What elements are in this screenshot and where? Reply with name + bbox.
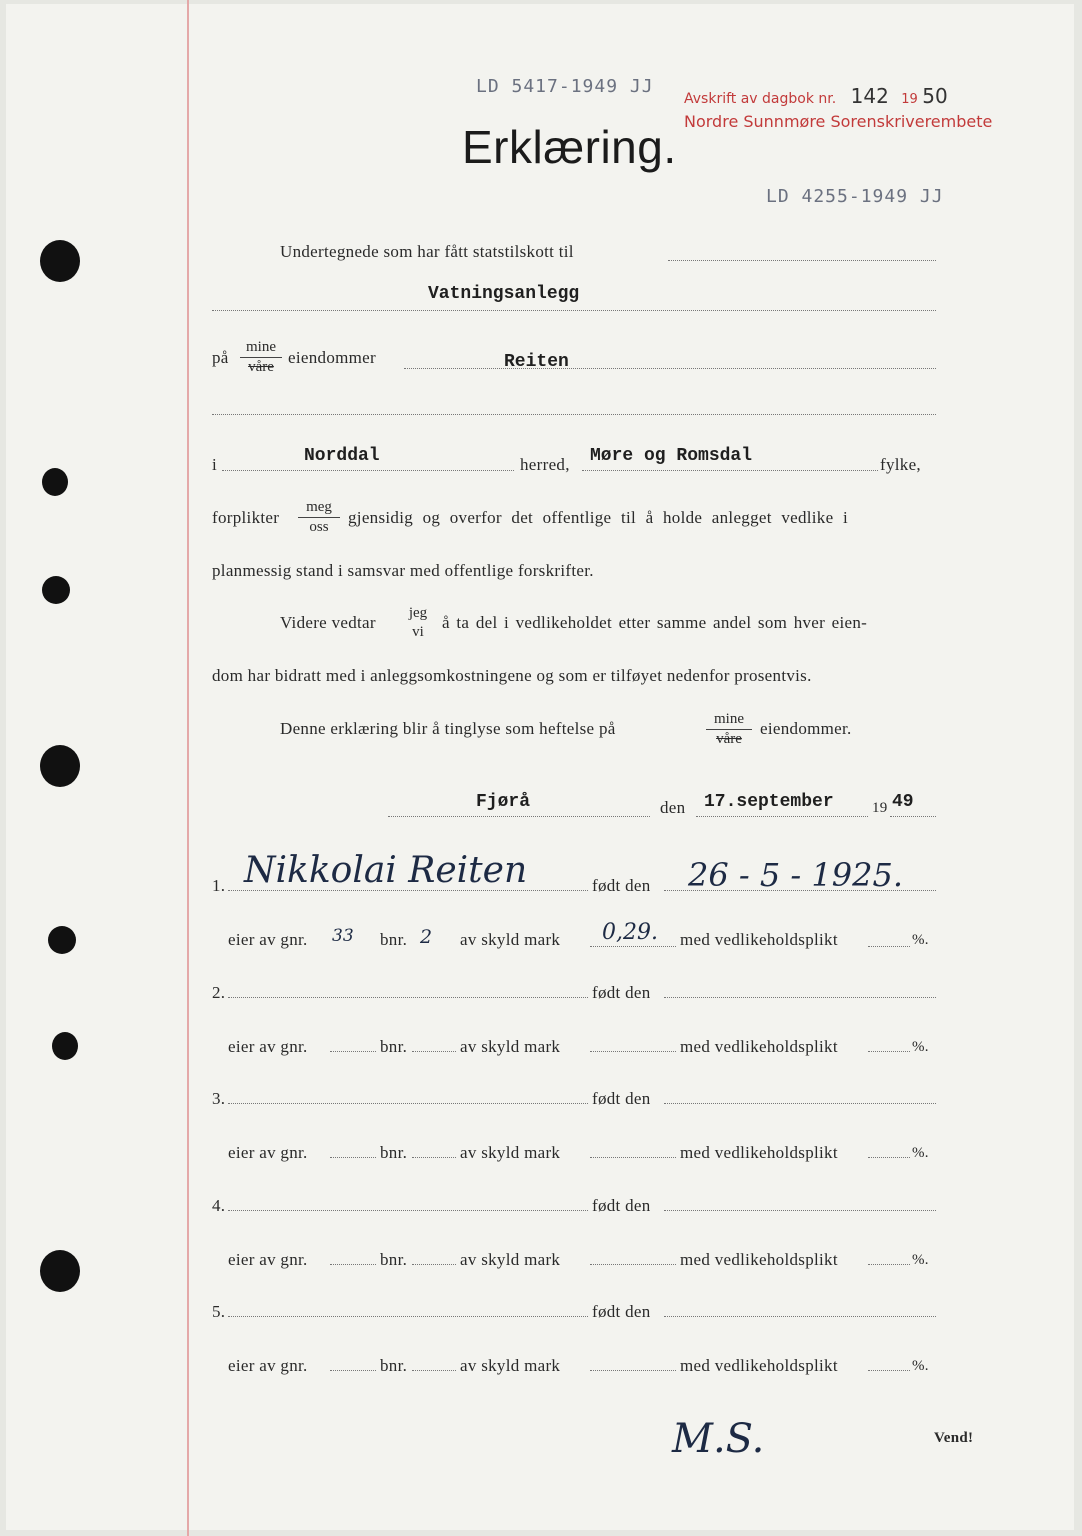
skyld-label: av skyld mark bbox=[460, 1250, 561, 1269]
dotted-line bbox=[412, 1157, 456, 1158]
vi-option: vi bbox=[412, 624, 424, 640]
fodt-label: født den bbox=[592, 1302, 651, 1321]
owner-born-date: 26 - 5 - 1925. bbox=[688, 856, 903, 894]
bnr-label: bnr. bbox=[380, 1250, 408, 1269]
meg-oss-fraction bbox=[298, 498, 340, 537]
videre-label: Videre vedtar bbox=[280, 613, 376, 632]
dotted-line bbox=[664, 1210, 936, 1211]
dotted-line bbox=[664, 1103, 936, 1104]
eier-label: eier av gnr. bbox=[228, 1143, 308, 1162]
bnr-label: bnr. bbox=[380, 1143, 408, 1162]
herred-label: herred, bbox=[520, 455, 570, 474]
forplikter-label: forplikter bbox=[212, 508, 280, 527]
dotted-line bbox=[330, 1370, 376, 1371]
punch-hole bbox=[40, 1250, 80, 1292]
oss-option: oss bbox=[298, 517, 340, 537]
vaare-option: våre bbox=[706, 729, 752, 749]
plikt-label: med vedlikeholdsplikt bbox=[680, 1143, 838, 1162]
date-year-prefix: 19 bbox=[872, 800, 888, 816]
dotted-line bbox=[668, 260, 936, 261]
mine-option: mine bbox=[246, 339, 276, 355]
dotted-line bbox=[404, 368, 936, 369]
skyld-label: av skyld mark bbox=[460, 1037, 561, 1056]
punch-hole bbox=[40, 240, 80, 282]
skyld-label: av skyld mark bbox=[460, 1143, 561, 1162]
dotted-line bbox=[664, 997, 936, 998]
fodt-label: født den bbox=[592, 1196, 651, 1215]
dotted-line bbox=[590, 1157, 676, 1158]
jeg-option: jeg bbox=[408, 605, 428, 621]
dotted-line bbox=[664, 1316, 936, 1317]
i-label: i bbox=[212, 455, 218, 474]
dotted-line bbox=[412, 1370, 456, 1371]
mine-vaare-fraction bbox=[240, 338, 282, 377]
herred-value: Norddal bbox=[304, 446, 380, 466]
plikt-label: med vedlikeholdsplikt bbox=[680, 1356, 838, 1375]
fylke-value: Møre og Romsdal bbox=[590, 446, 753, 466]
eier-label: eier av gnr. bbox=[228, 930, 308, 949]
bnr-value: 2 bbox=[420, 926, 433, 948]
dotted-line bbox=[228, 1316, 588, 1317]
videre-rest: å ta del i vedlikeholdet etter samme andel som hver eien- bbox=[442, 613, 868, 632]
dotted-line bbox=[868, 1157, 910, 1158]
eier-label: eier av gnr. bbox=[228, 1250, 308, 1269]
denne-end: eiendommer. bbox=[760, 719, 852, 738]
dotted-line bbox=[868, 1370, 910, 1371]
planmessig-text: planmessig stand i samsvar med offentlige forskrifter. bbox=[212, 561, 594, 580]
percent-label: %. bbox=[912, 932, 929, 948]
avskrift-label: Avskrift av dagbok nr. bbox=[684, 91, 837, 107]
dotted-line bbox=[212, 310, 936, 311]
punch-hole bbox=[48, 926, 76, 954]
dotted-line bbox=[868, 1264, 910, 1265]
percent-label: %. bbox=[912, 1358, 929, 1374]
percent-label: %. bbox=[912, 1145, 929, 1161]
gnr-value: 33 bbox=[332, 926, 354, 946]
dom-text: dom har bidratt med i anleggsomkostningene og som er tilføyet nedenfor prosentvis. bbox=[212, 666, 812, 685]
percent-label: %. bbox=[912, 1252, 929, 1268]
mine-option: mine bbox=[714, 711, 744, 727]
dotted-line bbox=[582, 470, 878, 471]
year-suffix: 50 bbox=[922, 84, 948, 108]
date-year: 49 bbox=[892, 792, 914, 812]
dotted-line bbox=[228, 997, 588, 998]
eier-label: eier av gnr. bbox=[228, 1037, 308, 1056]
meg-option: meg bbox=[306, 499, 332, 515]
place-value: Fjørå bbox=[476, 792, 531, 812]
avskrift-line bbox=[684, 84, 948, 108]
dotted-line bbox=[868, 946, 910, 947]
owner-number: 2. bbox=[212, 983, 226, 1002]
denne-mine-vaare-fraction bbox=[706, 710, 752, 749]
percent-label: %. bbox=[912, 1039, 929, 1055]
dotted-line bbox=[330, 1157, 376, 1158]
dotted-line bbox=[330, 1264, 376, 1265]
punch-hole bbox=[42, 468, 68, 496]
bnr-label: bnr. bbox=[380, 930, 408, 949]
plikt-label: med vedlikeholdsplikt bbox=[680, 1037, 838, 1056]
dotted-line bbox=[212, 414, 936, 415]
skyld-label: av skyld mark bbox=[460, 1356, 561, 1375]
initials: M.S. bbox=[672, 1416, 765, 1462]
owner-number: 5. bbox=[212, 1302, 226, 1321]
owner-number: 4. bbox=[212, 1196, 226, 1215]
dotted-line bbox=[590, 1370, 676, 1371]
intro-text: Undertegnede som har fått statstilskott til bbox=[280, 242, 574, 261]
punch-hole bbox=[40, 745, 80, 787]
dotted-line bbox=[330, 1051, 376, 1052]
dotted-line bbox=[590, 1051, 676, 1052]
fodt-label: født den bbox=[592, 1089, 651, 1108]
eiendommer-label: eiendommer bbox=[288, 348, 376, 367]
punch-hole bbox=[52, 1032, 78, 1060]
eier-label: eier av gnr. bbox=[228, 1356, 308, 1375]
forplikter-rest: gjensidig og overfor det offentlige til å holde anlegget vedlike i bbox=[348, 508, 849, 527]
denne-text: Denne erklæring blir å tinglyse som heftelse på bbox=[280, 719, 616, 738]
owner-number: 1. bbox=[212, 876, 226, 895]
margin-line bbox=[187, 0, 189, 1536]
plikt-label: med vedlikeholdsplikt bbox=[680, 930, 838, 949]
dotted-line bbox=[696, 816, 868, 817]
jeg-vi-fraction bbox=[402, 604, 434, 642]
dotted-line bbox=[228, 1210, 588, 1211]
dotted-line bbox=[228, 1103, 588, 1104]
document-page bbox=[6, 4, 1074, 1530]
office-stamp: Nordre Sunnmøre Sorenskriverembete bbox=[684, 112, 993, 131]
dotted-line bbox=[590, 1264, 676, 1265]
anlegg-value: Vatningsanlegg bbox=[428, 284, 580, 304]
punch-hole bbox=[42, 576, 70, 604]
dotted-line bbox=[412, 1264, 456, 1265]
den-label: den bbox=[660, 798, 686, 817]
owner-number: 3. bbox=[212, 1089, 226, 1108]
property-name: Reiten bbox=[504, 352, 569, 372]
fodt-label: født den bbox=[592, 876, 651, 895]
vaare-option: våre bbox=[240, 357, 282, 377]
skyld-label: av skyld mark bbox=[460, 930, 561, 949]
dotted-line bbox=[868, 1051, 910, 1052]
plikt-label: med vedlikeholdsplikt bbox=[680, 1250, 838, 1269]
bnr-label: bnr. bbox=[380, 1037, 408, 1056]
dagbok-number: 142 bbox=[850, 84, 889, 108]
date-value: 17.september bbox=[704, 792, 834, 812]
stamp-left: LD 5417-1949 JJ bbox=[476, 76, 654, 97]
paa-label: på bbox=[212, 348, 229, 367]
dotted-line bbox=[890, 816, 936, 817]
vend-label: Vend! bbox=[934, 1430, 974, 1446]
dotted-line bbox=[412, 1051, 456, 1052]
mark-value: 0,29. bbox=[602, 920, 658, 945]
stamp-right: LD 4255-1949 JJ bbox=[766, 186, 944, 207]
fylke-label: fylke, bbox=[880, 455, 921, 474]
dotted-line bbox=[222, 470, 514, 471]
bnr-label: bnr. bbox=[380, 1356, 408, 1375]
year-prefix: 19 bbox=[901, 92, 918, 107]
document-title: Erklæring. bbox=[462, 121, 677, 173]
fodt-label: født den bbox=[592, 983, 651, 1002]
owner-name-signature: Nikkolai Reiten bbox=[244, 850, 528, 891]
dotted-line bbox=[590, 946, 676, 947]
dotted-line bbox=[388, 816, 650, 817]
